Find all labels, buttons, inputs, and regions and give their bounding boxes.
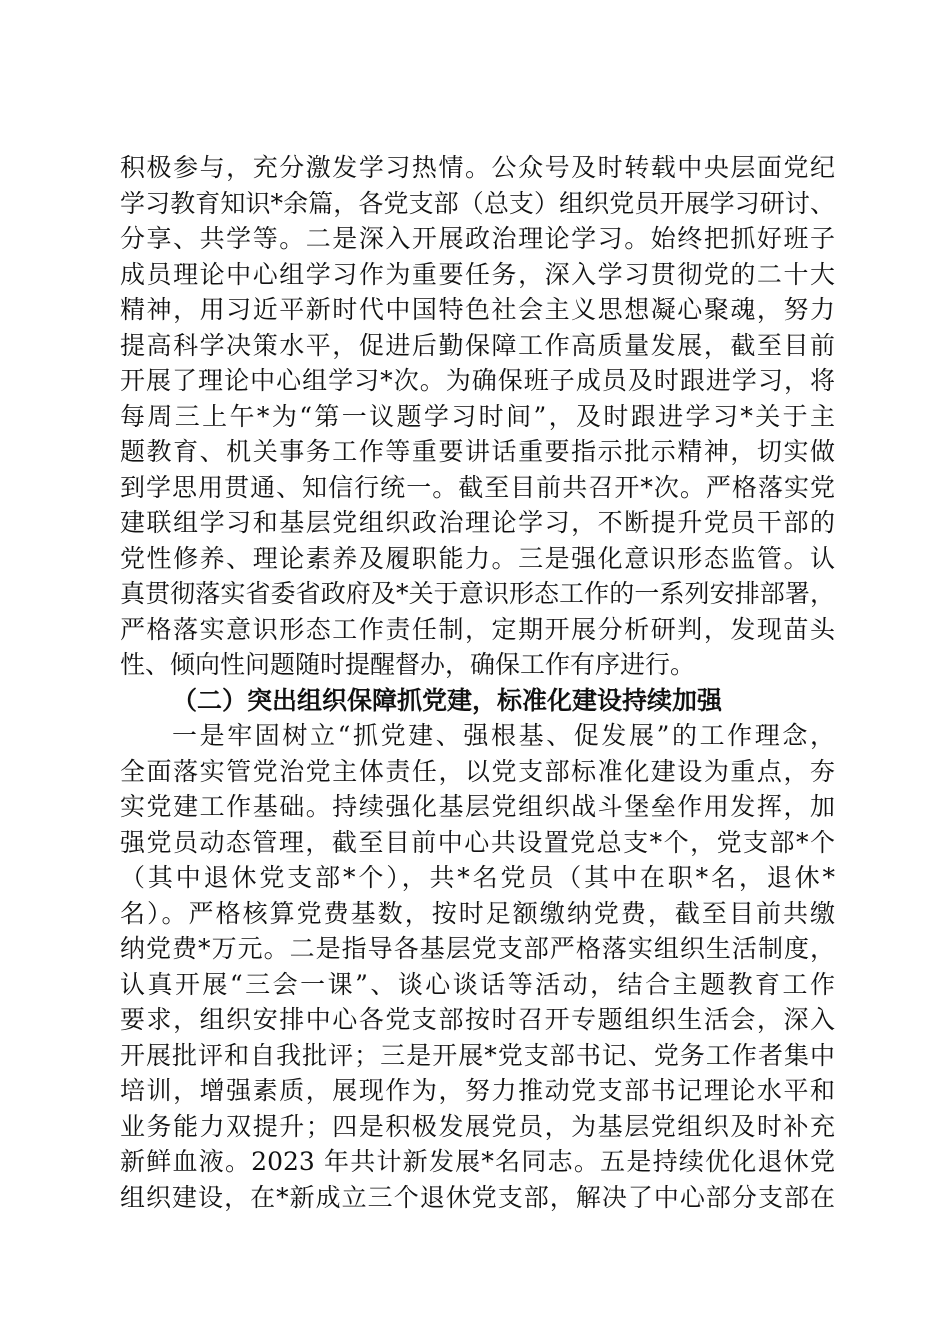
text-line: 精神，用习近平新时代中国特色社会主义思想凝心聚魂，努力 — [120, 295, 835, 324]
text-line: （其中退休党支部*个），共*名党员（其中在职*名，退休* — [120, 863, 835, 892]
text-line: 党性修养、理论素养及履职能力。三是强化意识形态监管。认 — [120, 543, 835, 573]
text-line: 新鲜血液。2023 年共计新发展*名同志。五是持续优化退休党 — [120, 1147, 835, 1176]
text-line: 积极参与，充分激发学习热情。公众号及时转载中央层面党纪 — [120, 153, 835, 182]
paragraph-2 — [120, 718, 835, 1215]
text-line: 全面落实管党治党主体责任，以党支部标准化建设为重点，夯 — [120, 756, 835, 786]
text-line: 严格落实意识形态工作责任制，定期开展分析研判，发现苗头 — [120, 614, 835, 644]
text-line: 组织建设，在*新成立三个退休党支部，解决了中心部分支部在 — [120, 1182, 835, 1212]
text-line: 提高科学决策水平，促进后勤保障工作高质量发展，截至目前 — [120, 330, 835, 360]
text-line: 学习教育知识*余篇，各党支部（总支）组织党员开展学习研讨、 — [120, 188, 835, 218]
text-line: 一是牢固树立“抓党建、强根基、促发展”的工作理念， — [172, 721, 835, 750]
text-line: 名）。严格核算党费基数，按时足额缴纳党费，截至目前共缴 — [120, 898, 835, 928]
text-line: 开展了理论中心组学习*次。为确保班子成员及时跟进学习，将 — [120, 366, 835, 395]
document-body — [120, 150, 835, 1215]
text-line: 成员理论中心组学习作为重要任务，深入学习贯彻党的二十大 — [120, 259, 835, 289]
text-line: 认真开展“三会一课”、谈心谈话等活动，结合主题教育工作 — [120, 969, 835, 999]
text-line: 到学思用贯通、知信行统一。截至目前共召开*次。严格落实党 — [120, 472, 835, 502]
text-line: 强党员动态管理，截至目前中心共设置党总支*个，党支部*个 — [120, 827, 835, 857]
section-heading: （二）突出组织保障抓党建，标准化建设持续加强 — [172, 685, 723, 715]
text-line: 分享、共学等。二是深入开展政治理论学习。始终把抓好班子 — [120, 224, 835, 253]
text-line: 每周三上午*为“第一议题学习时间”，及时跟进学习*关于主 — [120, 401, 835, 431]
text-line: 真贯彻落实省委省政府及*关于意识形态工作的一系列安排部署， — [120, 579, 835, 608]
text-line: 纳党费*万元。二是指导各基层党支部严格落实组织生活制度， — [120, 934, 835, 963]
text-line: 要求，组织安排中心各党支部按时召开专题组织生活会，深入 — [120, 1005, 835, 1034]
paragraph-1 — [120, 150, 835, 683]
text-line: 开展批评和自我批评；三是开展*党支部书记、党务工作者集中 — [120, 1040, 835, 1070]
text-line: 性、倾向性问题随时提醒督办，确保工作有序进行。 — [120, 650, 696, 679]
text-line: 实党建工作基础。持续强化基层党组织战斗堡垒作用发挥，加 — [120, 792, 835, 821]
text-line: 建联组学习和基层党组织政治理论学习，不断提升党员干部的 — [120, 508, 835, 537]
text-line: 培训，增强素质，展现作为，努力推动党支部书记理论水平和 — [120, 1076, 835, 1105]
text-line: 业务能力双提升；四是积极发展党员，为基层党组织及时补充 — [120, 1111, 835, 1141]
text-line: 题教育、机关事务工作等重要讲话重要指示批示精神，切实做 — [120, 437, 835, 466]
